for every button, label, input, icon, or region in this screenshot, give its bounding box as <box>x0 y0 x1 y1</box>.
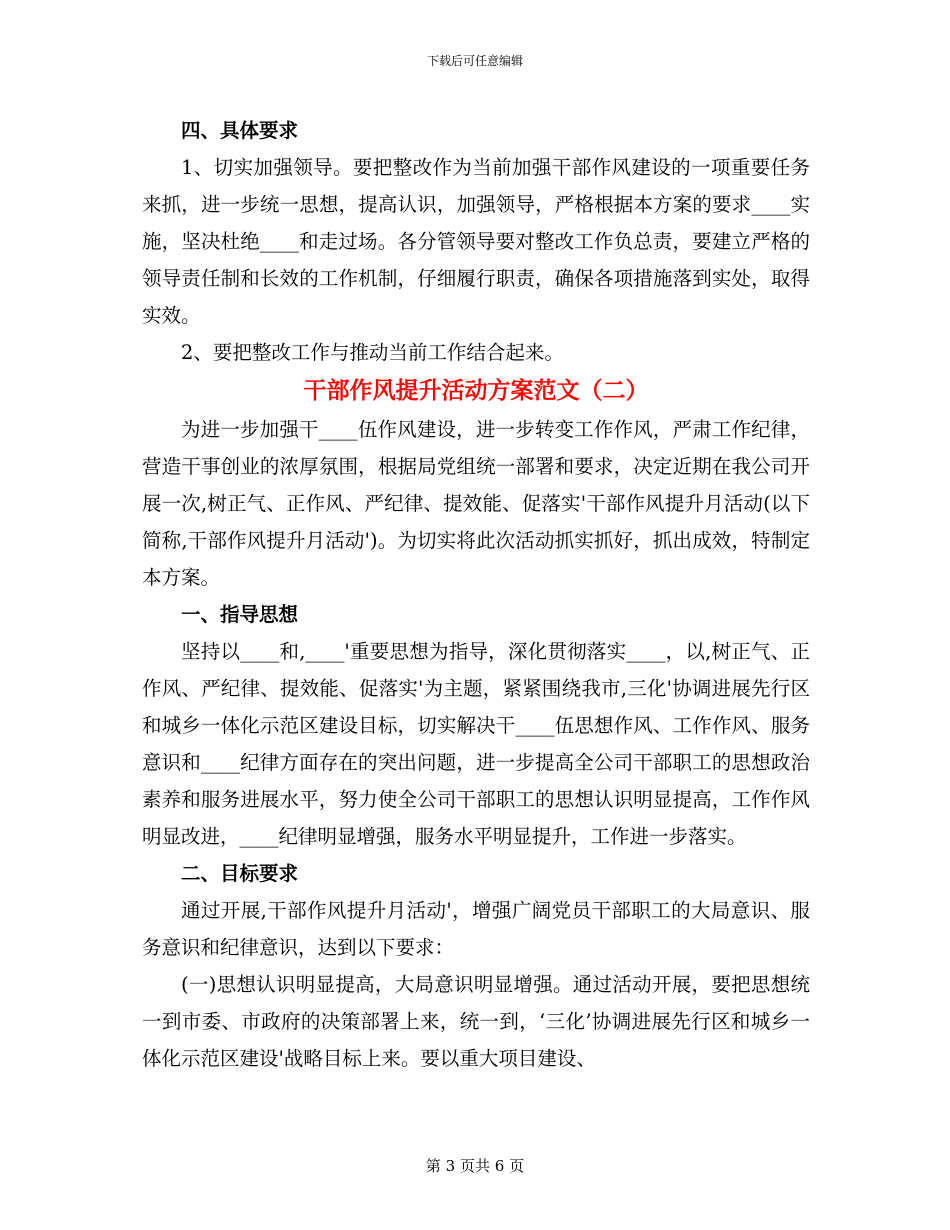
page-number: 第 3 页共 6 页 <box>425 1157 525 1175</box>
paragraph-combine-work: 2、要把整改工作与推动当前工作结合起来。 <box>181 341 564 364</box>
paragraph-target-intro: 通过开展,干部作风提升月活动'，增强广阔党员干部职工的大局意识、服务意识和纪律意识，达到以下要求： <box>142 899 810 959</box>
document-title: 干部作风提升活动方案范文（二） <box>303 377 649 404</box>
document-body <box>142 112 810 1077</box>
paragraph-strengthen-leadership: 1、切实加强领导。要把整改作为当前加强干部作风建设的一项重要任务来抓，进一步统一思想，提高认识，加强领导，严格根据本方案的要求____实施，坚决杜绝____和走过场。各分管领导要对整改工作负总责，要建立严格的领导责任制和长效的工作机制，仔细履行职责，确保各项措施落到实处，取得实效。 <box>142 156 810 327</box>
page-header: 下载后可任意编辑 <box>426 54 523 68</box>
section-heading-target-requirements: 二、目标要求 <box>181 862 299 885</box>
paragraph-intro: 为进一步加强干____伍作风建设，进一步转变工作作风，严肃工作纪律，营造干事创业的浓厚氛围，根据局党组统一部署和要求，决定近期在我公司开展一次,树正气、正作风、严纪律、提效能、促落实'干部作风提升月活动(以下简称,干部作风提升月活动')。为切实将此次活动抓实抓好，抓出成效，特制定本方案。 <box>142 418 810 589</box>
paragraph-ideological-awareness: (一)思想认识明显提高，大局意识明显增强。通过活动开展，要把思想统一到市委、市政府的决策部署上来，统一到，‘三化’协调进展先行区和城乡一体化示范区建设'战略目标上来。要以重大项目建设、 <box>142 973 810 1070</box>
section-heading-guiding-ideology: 一、指导思想 <box>181 603 299 626</box>
paragraph-guiding-ideology: 坚持以____和,____'重要思想为指导，深化贯彻落实____，以,树正气、正作风、严纪律、提效能、促落实'为主题，紧紧围绕我市,三化'协调进展先行区和城乡一体化示范区建设目标，切实解决干____伍思想作风、工作作风、服务意识和____纪律方面存在的突出问题，进一步提高全公司干部职工的思想政治素养和服务进展水平，努力使全公司干部职工的思想认识明显提高，工作作风明显改进，____纪律明显增强，服务水平明显提升，工作进一步落实。 <box>142 640 810 848</box>
section-heading-specific-requirements: 四、具体要求 <box>181 119 299 142</box>
